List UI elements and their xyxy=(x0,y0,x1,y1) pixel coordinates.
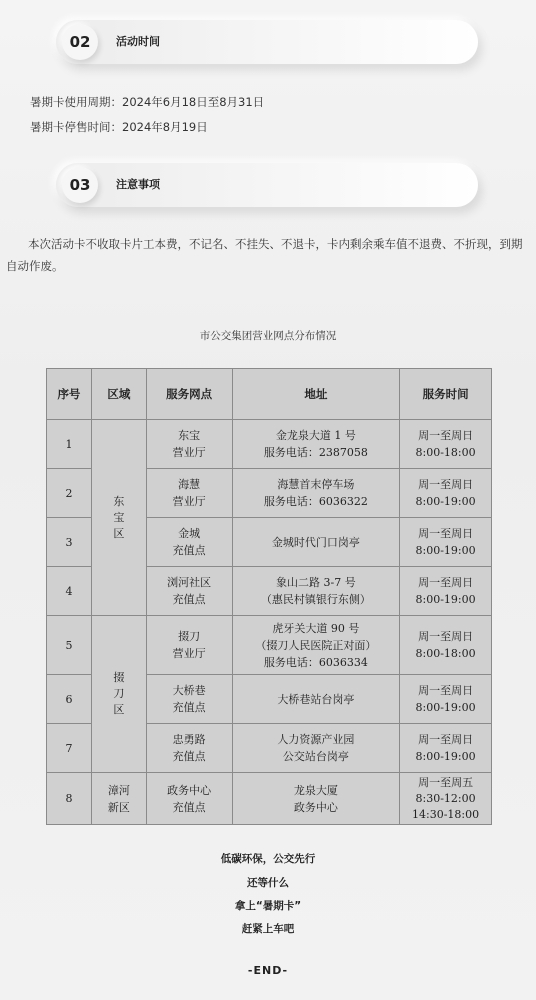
address-cell xyxy=(232,469,400,518)
table-row xyxy=(47,420,492,469)
header-hours: 服务时间 xyxy=(400,369,492,420)
hours-line: 周一至周日 xyxy=(418,429,474,442)
outlet-line: 充值点 xyxy=(172,701,206,714)
closing-line: 还等什么 xyxy=(247,877,289,889)
section-title: 注意事项 xyxy=(116,178,160,191)
table-header-row xyxy=(47,369,492,420)
stop-sale-label: 暑期卡停售时间： xyxy=(30,120,122,134)
outlet-line: 充值点 xyxy=(172,800,206,814)
outlet-cell xyxy=(146,724,232,773)
outlet-line: 充值点 xyxy=(172,750,206,763)
district-label: 掇刀区 xyxy=(113,671,125,716)
row-number: 8 xyxy=(47,773,92,825)
row-number: 7 xyxy=(47,724,92,773)
hours-line: 8:00-19:00 xyxy=(415,701,476,714)
hours-line: 14:30-18:00 xyxy=(412,807,480,821)
address-cell xyxy=(232,518,400,567)
row-number: 2 xyxy=(47,469,92,518)
hours-line: 周一至周日 xyxy=(418,576,474,589)
hours-cell xyxy=(400,518,492,567)
district-cell xyxy=(91,616,146,773)
hours-line: 8:00-18:00 xyxy=(415,647,476,660)
usage-period-value: 2024年6月18日至8月31日 xyxy=(122,95,265,109)
hours-line: 周一至周日 xyxy=(418,478,474,491)
hours-line: 周一至周五 xyxy=(418,775,474,789)
hours-cell xyxy=(400,420,492,469)
outlet-cell xyxy=(146,675,232,724)
outlet-line: 海慧 xyxy=(178,478,201,491)
row-number: 3 xyxy=(47,518,92,567)
address-line: 公交站台岗亭 xyxy=(282,750,349,763)
stop-sale-line xyxy=(30,119,208,135)
address-cell xyxy=(232,675,400,724)
address-line: 政务中心 xyxy=(293,800,338,814)
outlet-cell xyxy=(146,616,232,675)
hours-line: 8:30-12:00 xyxy=(415,791,476,805)
hours-line: 8:00-19:00 xyxy=(415,593,476,606)
hours-line: 周一至周日 xyxy=(418,733,474,746)
address-line: 服务电话：6036322 xyxy=(263,495,368,508)
hours-line: 周一至周日 xyxy=(418,527,474,540)
hours-line: 8:00-18:00 xyxy=(415,446,476,459)
address-line: （掇刀人民医院正对面） xyxy=(255,638,377,652)
outlet-line: 营业厅 xyxy=(172,446,206,459)
row-number: 5 xyxy=(47,616,92,675)
table-caption: 市公交集团营业网点分布情况 xyxy=(199,330,337,342)
outlet-line: 掇刀 xyxy=(178,630,201,643)
hours-cell xyxy=(400,675,492,724)
closing-line: 赶紧上车吧 xyxy=(241,923,295,935)
closing-line: 拿上“暑期卡” xyxy=(234,900,302,912)
address-line: 象山二路 3-7 号 xyxy=(275,576,356,589)
address-line: 虎牙关大道 90 号 xyxy=(272,621,360,635)
outlet-line: 浏河社区 xyxy=(167,576,212,589)
outlet-line: 东宝 xyxy=(178,429,201,442)
table-row xyxy=(47,773,492,825)
address-line: 金城时代门口岗亭 xyxy=(271,535,360,549)
section-number: 03 xyxy=(62,167,98,203)
outlet-cell xyxy=(146,567,232,616)
section-header-notes xyxy=(56,163,478,207)
outlet-cell xyxy=(146,518,232,567)
outlet-cell xyxy=(146,469,232,518)
district-cell xyxy=(91,773,146,825)
hours-line: 8:00-19:00 xyxy=(415,495,476,508)
closing-line: 低碳环保，公交先行 xyxy=(220,853,316,865)
hours-cell xyxy=(400,773,492,825)
address-cell xyxy=(232,724,400,773)
outlet-line: 金城 xyxy=(178,527,201,540)
address-line: 服务电话：6036334 xyxy=(263,655,368,669)
row-number: 4 xyxy=(47,567,92,616)
header-outlet: 服务网点 xyxy=(146,369,232,420)
address-line: 大桥巷站台岗亭 xyxy=(277,692,355,706)
stop-sale-value: 2024年8月19日 xyxy=(122,120,208,134)
outlet-line: 充值点 xyxy=(172,593,206,606)
section-header-activity-time xyxy=(56,20,478,64)
usage-period-line xyxy=(30,94,264,110)
address-cell xyxy=(232,567,400,616)
address-cell xyxy=(232,616,400,675)
district-cell xyxy=(91,420,146,616)
address-line: 金龙泉大道 1 号 xyxy=(275,429,356,442)
table-row xyxy=(47,616,492,675)
address-line: 服务电话：2387058 xyxy=(263,446,368,459)
header-district: 区域 xyxy=(91,369,146,420)
address-line: 海慧首末停车场 xyxy=(277,478,355,491)
hours-cell xyxy=(400,724,492,773)
header-no: 序号 xyxy=(47,369,92,420)
outlet-line: 忠勇路 xyxy=(172,733,206,746)
address-cell xyxy=(232,773,400,825)
address-line: 龙泉大厦 xyxy=(293,783,338,797)
district-label: 东宝区 xyxy=(113,494,125,540)
header-address: 地址 xyxy=(232,369,400,420)
service-outlet-table xyxy=(46,368,492,825)
outlet-line: 营业厅 xyxy=(172,647,206,660)
section-title: 活动时间 xyxy=(116,35,160,48)
hours-cell xyxy=(400,469,492,518)
district-label: 漳河新区 xyxy=(107,783,130,814)
end-marker: -END- xyxy=(247,964,289,977)
address-cell xyxy=(232,420,400,469)
hours-cell xyxy=(400,616,492,675)
hours-line: 周一至周日 xyxy=(418,630,474,643)
outlet-cell xyxy=(146,420,232,469)
row-number: 6 xyxy=(47,675,92,724)
hours-cell xyxy=(400,567,492,616)
hours-line: 周一至周日 xyxy=(418,684,474,697)
row-number: 1 xyxy=(47,420,92,469)
outlet-cell xyxy=(146,773,232,825)
notice-paragraph: 本次活动卡不收取卡片工本费，不记名、不挂失、不退卡，卡内剩余乘车值不退费、不折现，到期自动作废。 xyxy=(6,237,523,273)
address-line: 人力资源产业园 xyxy=(277,733,355,746)
outlet-line: 政务中心 xyxy=(167,783,212,797)
hours-line: 8:00-19:00 xyxy=(415,544,476,557)
section-number: 02 xyxy=(62,24,98,60)
usage-period-label: 暑期卡使用周期： xyxy=(30,95,122,109)
address-line: （惠民村镇银行东侧） xyxy=(260,593,371,606)
outlet-line: 营业厅 xyxy=(172,495,206,508)
outlet-line: 充值点 xyxy=(172,544,206,557)
outlet-line: 大桥巷 xyxy=(172,684,206,697)
hours-line: 8:00-19:00 xyxy=(415,750,476,763)
